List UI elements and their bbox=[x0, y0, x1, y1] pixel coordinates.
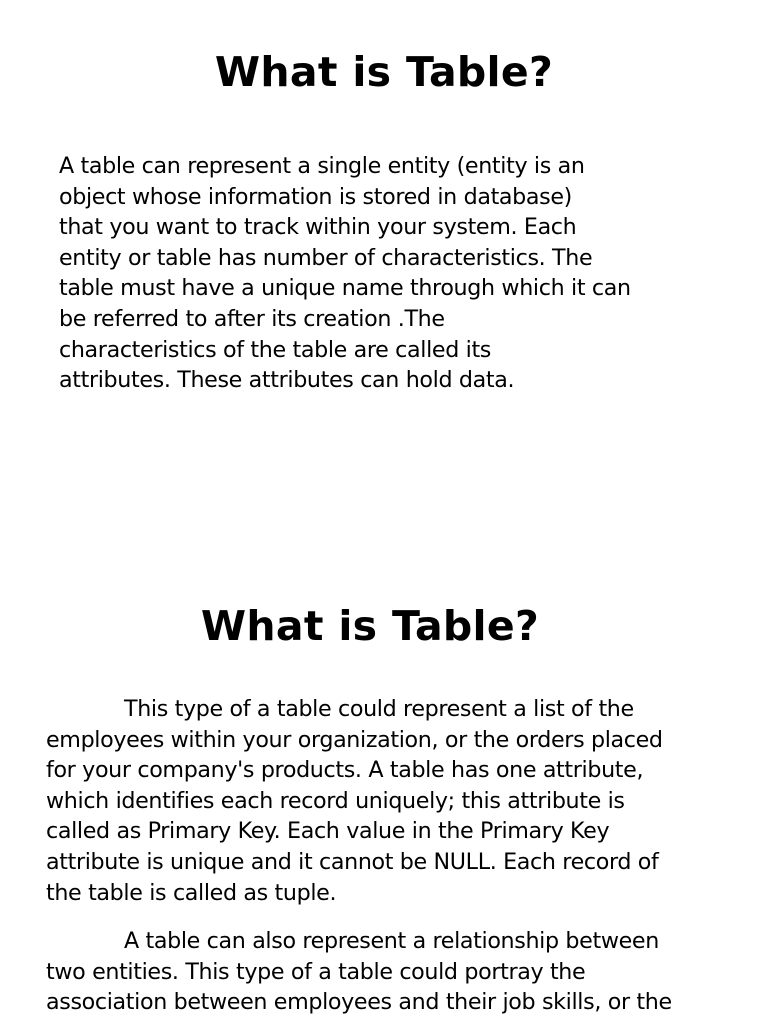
text-line: for your company's products. A table has one attribute, bbox=[46, 757, 644, 784]
text-line: A table can also represent a relationship between bbox=[124, 928, 659, 954]
slide-body-paragraph bbox=[46, 926, 672, 1018]
text-line: A table can represent a single entity (entity is an bbox=[59, 153, 585, 179]
text-line: that you want to track within your system. Each bbox=[59, 214, 577, 241]
text-line: object whose information is stored in database) bbox=[59, 183, 572, 210]
text-line: employees within your organization, or the orders placed bbox=[46, 726, 663, 753]
slide-title: What is Table? bbox=[214, 48, 554, 96]
text-line: attribute is unique and it cannot be NULL. Each record of bbox=[46, 848, 659, 875]
slide-body-paragraph bbox=[46, 694, 663, 908]
text-line: attributes. These attributes can hold data. bbox=[59, 367, 515, 394]
slide-title: What is Table? bbox=[200, 602, 540, 650]
text-line: be referred to after its creation .The bbox=[59, 305, 445, 332]
text-line: characteristics of the table are called its bbox=[59, 336, 492, 363]
text-line: the table is called as tuple. bbox=[46, 879, 337, 906]
text-line: entity or table has number of characteristics. The bbox=[59, 244, 593, 271]
slide-2 bbox=[0, 555, 768, 1024]
slide-body-paragraph bbox=[59, 151, 631, 396]
text-line: two entities. This type of a table could portray the bbox=[46, 958, 586, 985]
text-line: association between employees and their job skills, or the bbox=[46, 989, 672, 1016]
text-line: This type of a table could represent a list of the bbox=[124, 696, 634, 722]
text-line: table must have a unique name through which it can bbox=[59, 275, 631, 302]
text-line: called as Primary Key. Each value in the Primary Key bbox=[46, 818, 610, 845]
text-line: which identifies each record uniquely; this attribute is bbox=[46, 787, 625, 814]
